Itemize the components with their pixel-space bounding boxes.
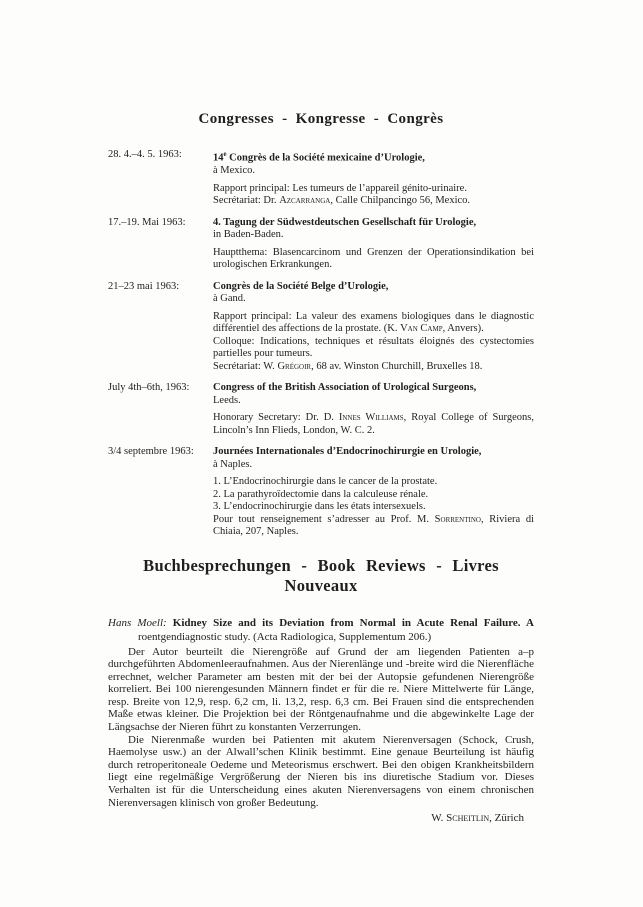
congress-entry-details	[213, 281, 534, 374]
congress-heading: Congresses - Kongresse - Congrès	[198, 111, 444, 127]
congress-entry-paragraph	[213, 195, 534, 208]
text-segment: 14	[213, 152, 224, 164]
text-segment: Kidney Size and its Deviation from Normal in Acute Renal Failure. A	[166, 616, 534, 629]
text-segment: Sorrentino	[434, 513, 481, 525]
congress-entry-paragraph	[213, 412, 534, 437]
congress-entry-date: 3/4 septembre 1963:	[108, 446, 194, 457]
text-segment: Hans Moell:	[108, 616, 167, 629]
congress-entry-title	[213, 217, 534, 230]
review-paragraph: Der Autor beurteilt die Nierengröße auf Grund der am liegenden Patienten a–p durchgeführten Abdomenleeraufnahmen. Aus der Nierenlänge und -breite wird die Nierenfläche errechnet, welcher Parameter am besten mit der bei der Autopsie gefundenen Nierengröße korreliert. Bei 100 nierengesunden Männern findet er für die re. Niere Mittelwerte für Länge, resp. Breite von 12,9, resp. 6,2 cm, li. 13,2, resp. 6,3 cm. Bei Frauen sind die entsprechenden Maße etwas kleiner. Die Projektion bei der Röntgenaufnahme und die abgewinkelte Lage der Längsachse der Nieren führt zu konstanten Verzerrungen.	[108, 645, 534, 734]
congress-entry-details	[213, 217, 534, 272]
congress-entry-paragraph	[213, 476, 534, 489]
congress-entry-location: Leeds.	[213, 394, 241, 406]
congress-entry-location: in Baden-Baden.	[213, 229, 284, 240]
congress-entry-body	[213, 183, 534, 208]
congress-entry-paragraph	[213, 514, 534, 539]
text-segment: Pour tout renseignement s’adresser au Prof. M.	[213, 513, 435, 525]
text-segment: Hauptthema: Blasencarcinom und Grenzen der Operationsindikation bei urologischen Erkrankungen.	[213, 246, 534, 270]
congress-entry-title	[213, 446, 534, 459]
congress-entry-body	[213, 247, 534, 272]
congress-entry-body	[213, 311, 534, 374]
review-body	[108, 646, 534, 810]
text-segment: e	[223, 151, 227, 158]
congress-entry-paragraph	[213, 361, 534, 374]
text-segment: Secrétariat: Dr.	[213, 195, 280, 206]
text-segment: Rapport principal: La valeur des examens biologiques dans le diagnostic différentiel des affections de la prostate. (K.	[213, 310, 534, 334]
congress-entry-details	[213, 446, 534, 539]
text-segment: , Riviera di Chiaia, 207, Naples.	[213, 513, 534, 537]
text-segment: , 68 av. Winston Churchill, Bruxelles 18.	[311, 360, 483, 372]
congress-entry-date: 28. 4.–4. 5. 1963:	[108, 149, 182, 160]
text-segment: roentgendiagnostic study. (Acta Radiologica, Supplementum 206.)	[138, 630, 432, 643]
congress-entry-paragraph	[213, 336, 534, 361]
text-segment: 2. La parathyroïdectomie dans la calculeuse rénale.	[213, 488, 429, 500]
congress-entry-paragraph	[213, 247, 534, 272]
text-segment: Colloque: Indications, techniques et résultats éloignés des cystectomies partielles pour tumeurs.	[213, 335, 534, 359]
text-segment: , Calle Chilpancingo 56, Mexico.	[330, 195, 471, 206]
review-paragraph: Die Nierenmaße wurden bei Patienten mit akutem Nierenversagen (Schock, Crush, Haemolyse usw.) an der Alwall’schen Klinik bestimmt. Eine genaue Beurteilung ist häufig durch retroperitoneale Oedeme und Meteorismus erschwert. Bei den obigen Krankheitsbildern liegt eine regelmäßige Vergrößerung der Nieren bis ins diuretische Stadium vor. Dieses Verhalten ist für die Unterscheidung eines akuten Nierenversagens von einem chronischen Nierenversagen klinisch von großer Bedeutung.	[108, 733, 534, 809]
text-segment: Scheitlin	[446, 812, 490, 825]
congress-list	[108, 149, 534, 539]
congress-entry-location: à Naples.	[213, 458, 253, 470]
text-segment: W.	[431, 812, 447, 825]
page-text-column	[108, 0, 534, 825]
congress-entry-paragraph	[213, 183, 534, 196]
text-segment: 1. L’Endocrinochirurgie dans le cancer de la prostate.	[213, 476, 438, 487]
congress-entry-body	[213, 476, 534, 539]
congress-entry	[108, 382, 534, 437]
congress-entry-title	[213, 149, 534, 165]
congress-entry-details	[213, 382, 534, 437]
congress-entry-date: July 4th–6th, 1963:	[108, 382, 190, 393]
text-segment: Congrès de la Société Belge d’Urologie,	[213, 280, 389, 292]
book-reviews-section	[108, 549, 534, 826]
text-segment: 3. L’endocrinochirurgie dans les états intersexuels.	[213, 501, 426, 512]
text-segment: Congrès de la Société mexicaine d’Urologie,	[226, 152, 425, 164]
text-segment: 4. Tagung der Südwestdeutschen Gesellschaft für Urologie,	[213, 216, 477, 228]
congress-entry-location: à Mexico.	[213, 165, 255, 176]
text-segment: Grégoir	[277, 360, 312, 372]
congress-entry-title	[213, 382, 534, 395]
congress-entry-date: 17.–19. Mai 1963:	[108, 216, 186, 228]
congress-entry	[108, 446, 534, 539]
congress-entry-paragraph	[213, 489, 534, 502]
congress-entry-location: à Gand.	[213, 293, 246, 304]
congress-entry-paragraph	[213, 501, 534, 514]
text-segment: , Zürich	[489, 812, 524, 825]
text-segment: Congress of the British Association of Urological Surgeons,	[213, 382, 477, 393]
text-segment: Honorary Secretary: Dr. D.	[213, 412, 339, 423]
text-segment: Van Camp	[400, 323, 443, 334]
text-segment: Journées Internationales d’Endocrinochirurgie en Urologie,	[213, 446, 482, 457]
reviewer-signature	[108, 812, 534, 825]
text-segment: Secrétariat: W.	[213, 360, 278, 372]
text-segment: Rapport principal: Les tumeurs de l’appareil génito-urinaire.	[213, 182, 467, 194]
congress-entry	[108, 217, 534, 272]
congress-entry-date: 21–23 mai 1963:	[108, 280, 180, 292]
reviews-heading: Buchbesprechungen - Book Reviews - Livres Nouveaux	[143, 555, 499, 595]
congress-entry	[108, 149, 534, 208]
text-segment: Azcarranga	[279, 195, 331, 206]
text-segment: , Royal College of Surgeons, Lincoln’s Inn Flieds, London, W. C. 2.	[213, 412, 534, 436]
congress-entry-paragraph	[213, 311, 534, 336]
congress-entry-title	[213, 281, 534, 294]
text-segment: , Anvers).	[442, 323, 484, 334]
congress-entry-details	[213, 149, 534, 208]
book-title	[108, 616, 534, 644]
text-segment: Innes Williams	[338, 412, 404, 423]
congress-section	[108, 103, 534, 539]
congress-entry	[108, 281, 534, 374]
congress-entry-body	[213, 412, 534, 437]
